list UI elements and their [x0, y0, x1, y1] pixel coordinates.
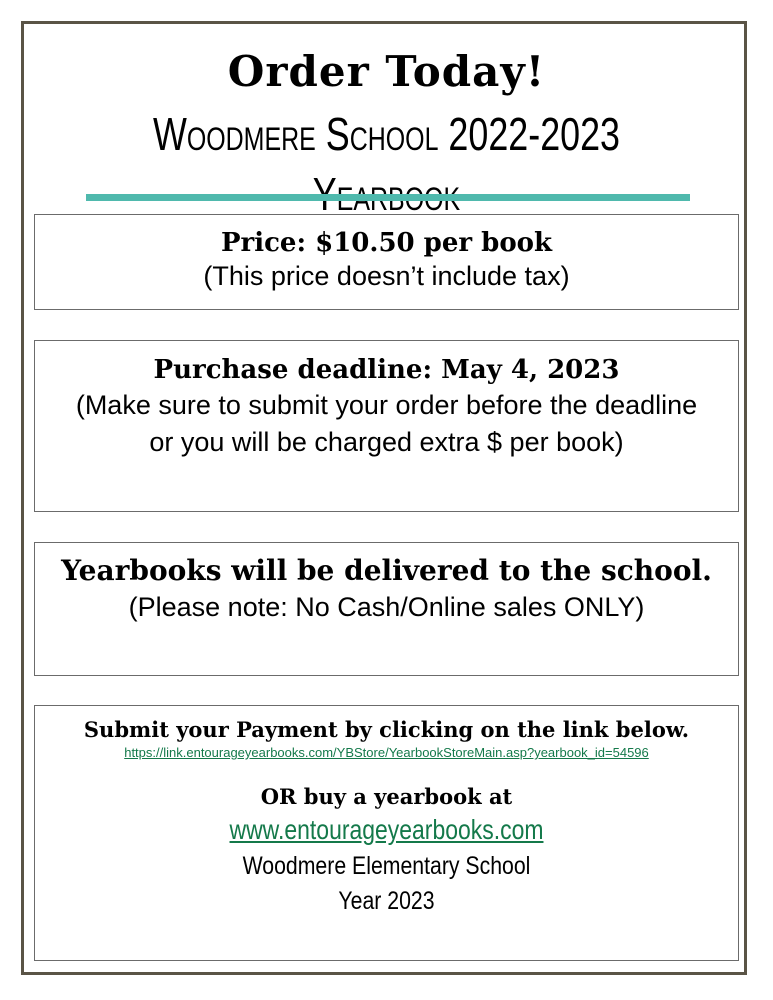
payment-link[interactable]: https://link.entourageyearbooks.com/YBStore/YearbookStoreMain.asp?yearbook_id=54596	[124, 745, 649, 760]
price-note: (This price doesn’t include tax)	[203, 261, 570, 291]
school-name: Woodmere Elementary School	[242, 852, 531, 880]
price-title: Price: $10.50 per book	[220, 228, 553, 258]
delivery-note: (Please note: No Cash/Online sales ONLY)	[128, 592, 645, 622]
store-site-link[interactable]: www.entourageyearbooks.com	[229, 814, 544, 845]
delivery-box	[34, 542, 739, 676]
deadline-title: Purchase deadline: May 4, 2023	[153, 355, 620, 385]
subheadline: Woodmere School 2022-2023	[152, 108, 621, 160]
deadline-box	[34, 340, 739, 512]
payment-or-text: OR buy a yearbook at	[260, 784, 513, 809]
payment-box	[34, 705, 739, 961]
year-label: Year 2023	[338, 887, 435, 915]
delivery-title: Yearbooks will be delivered to the school.	[61, 554, 712, 587]
price-box	[34, 214, 739, 310]
headline: Order Today!	[227, 47, 546, 96]
payment-title: Submit your Payment by clicking on the link below.	[83, 717, 690, 742]
accent-divider	[86, 194, 690, 201]
deadline-note: (Make sure to submit your order before the deadline or you will be charged extra $ per book)	[75, 390, 698, 457]
